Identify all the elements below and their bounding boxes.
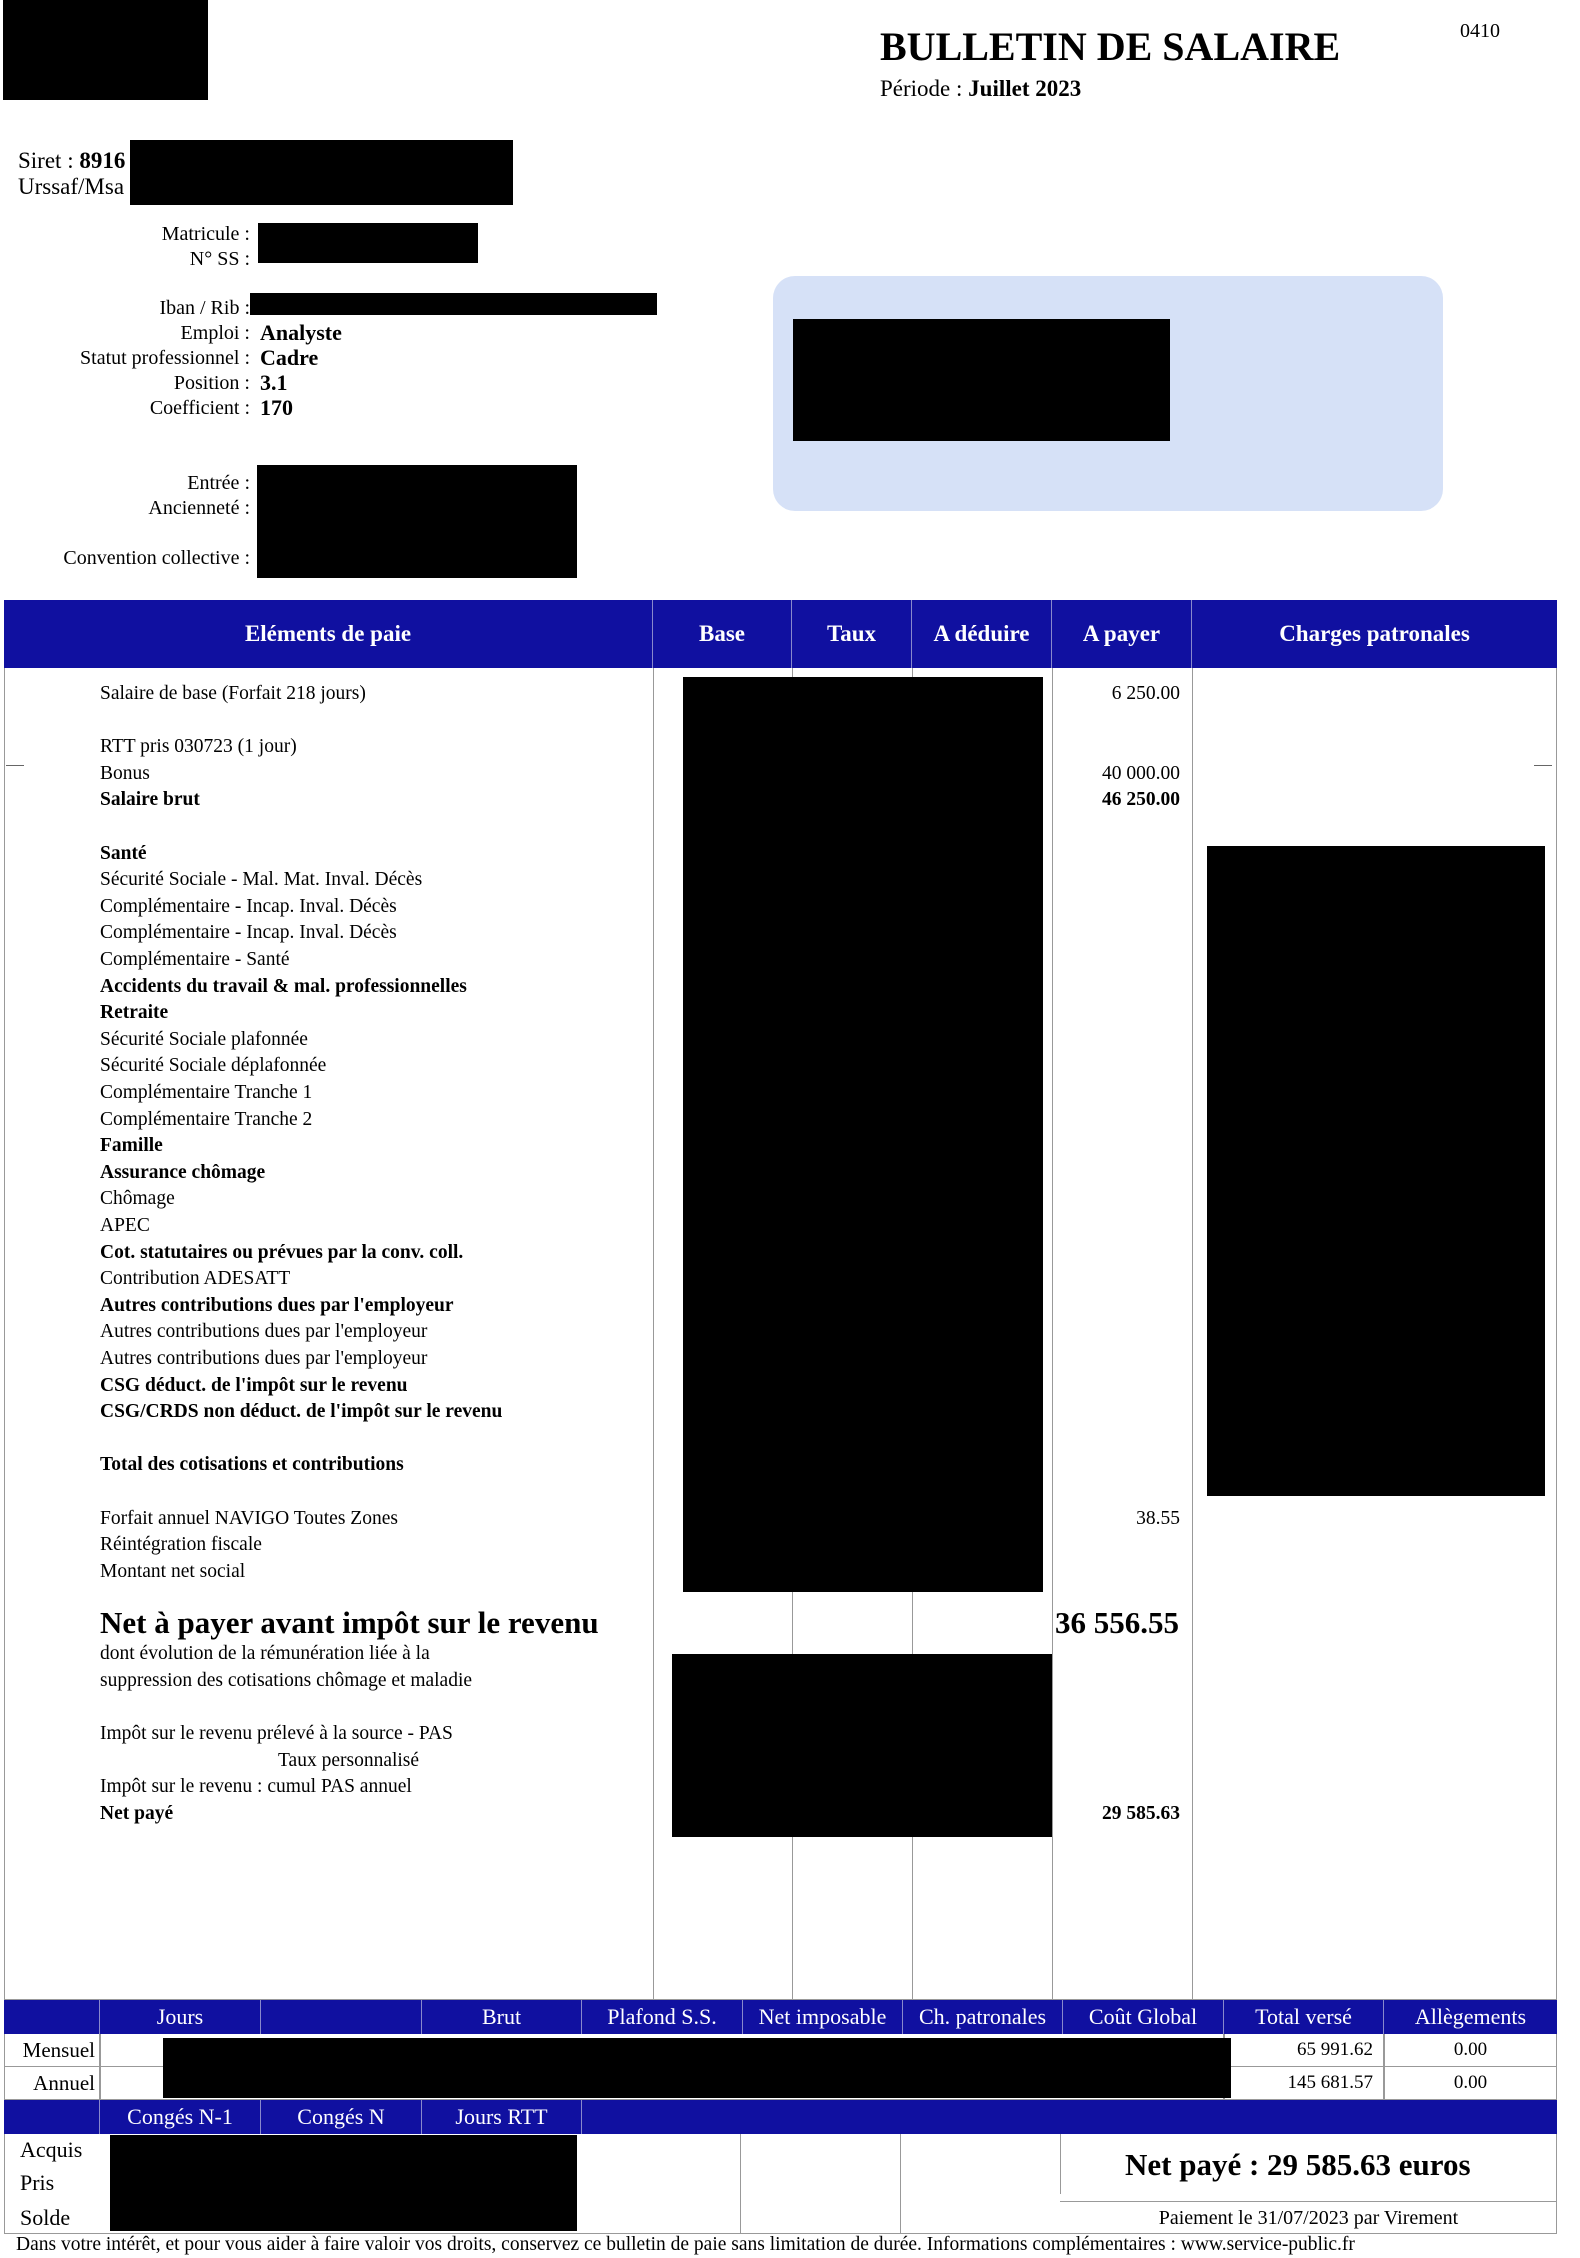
evolution-line: dont évolution de la rémunération liée à la [100, 1643, 430, 1664]
pay-line-label: Montant net social [100, 1560, 246, 1582]
redacted-summary [163, 2038, 1231, 2098]
pay-line-label: Salaire brut [100, 789, 200, 811]
coefficient-label: Coefficient : [149, 397, 250, 419]
pay-line-label: Cot. statutaires ou prévues par la conv. coll. [100, 1241, 464, 1263]
annuel-total-verse: 145 681.57 [1224, 2067, 1384, 2100]
urssaf-label: Urssaf/Msa [18, 174, 125, 199]
col-a-deduire: A déduire [912, 600, 1052, 668]
conges-col-n: Congés N [261, 2100, 422, 2134]
col-elements: Eléments de paie [4, 600, 653, 668]
pay-line-label: RTT pris 030723 (1 jour) [100, 736, 297, 758]
conges-divider [740, 2134, 741, 2234]
period-value: Juillet 2023 [968, 76, 1082, 101]
period-label: Période : [880, 76, 969, 101]
pay-line-label: Accidents du travail & mal. professionnelles [100, 975, 467, 997]
nss-label: N° SS : [189, 248, 250, 270]
annuel-allegements: 0.00 [1384, 2067, 1557, 2100]
evolution-line: suppression des cotisations chômage et maladie [100, 1670, 473, 1691]
col-a-payer: A payer [1052, 600, 1192, 668]
convention-label: Convention collective : [63, 547, 250, 569]
matricule-label: Matricule : [161, 223, 250, 245]
mensuel-allegements: 0.00 [1384, 2034, 1557, 2067]
address-box [773, 276, 1443, 511]
pay-line-label: Santé [100, 842, 147, 864]
pay-line-label: Salaire de base (Forfait 218 jours) [100, 683, 366, 704]
redacted-logo [3, 0, 208, 100]
pay-line-label: Autres contributions dues par l'employeur [100, 1294, 454, 1316]
page-code: 0410 [1460, 20, 1500, 42]
pay-line-label: Complémentaire - Incap. Inval. Décès [100, 895, 397, 917]
pay-line-label: Autres contributions dues par l'employeur [100, 1348, 428, 1369]
redacted-dates [257, 465, 577, 578]
iban-label: Iban / Rib : [159, 297, 250, 319]
taux-personnalise-label: Taux personnalisé [278, 1750, 420, 1771]
pay-line-label: Chômage [100, 1188, 175, 1210]
sum-col-allegements: Allègements [1414, 2004, 1527, 2029]
sum-col-plafond: Plafond S.S. [582, 2000, 743, 2034]
redacted-conges [110, 2135, 577, 2231]
pay-line-label: Total des cotisations et contributions [100, 1454, 404, 1476]
siret [18, 148, 125, 174]
pay-line-amount: 6 250.00 [1111, 683, 1180, 704]
anciennete-label: Ancienneté : [148, 497, 250, 519]
siret-label: Siret : [18, 148, 80, 173]
footer-notice: Dans votre intérêt, et pour vous aider à faire valoir vos droits, conservez ce bulletin de paie sans limitation de durée. Informations complémentaires : www.service-public.fr [16, 2234, 1355, 2255]
col-divider [1192, 668, 1193, 2000]
net-paye-big: Net payé : 29 585.63 euros [1125, 2147, 1471, 2182]
pay-line-label: Retraite [100, 1002, 169, 1024]
col-taux: Taux [792, 600, 912, 668]
net-before-tax-value: 36 556.55 [1055, 1605, 1179, 1640]
pay-line-label: Sécurité Sociale - Mal. Mat. Inval. Décès [100, 869, 423, 891]
pay-line-label: Sécurité Sociale déplafonnée [100, 1055, 327, 1077]
col-divider [653, 668, 654, 2000]
conges-solde-label: Solde [20, 2205, 71, 2230]
conges-empty [4, 2100, 100, 2134]
pay-line-label: Autres contributions dues par l'employeur [100, 1321, 428, 1343]
col-base: Base [653, 600, 792, 668]
position-label: Position : [173, 372, 250, 394]
redacted-iban [250, 293, 657, 315]
emploi-label: Emploi : [180, 322, 250, 344]
pay-line-label: Famille [100, 1135, 163, 1157]
period [880, 76, 1081, 102]
mensuel-label: Mensuel [4, 2034, 100, 2067]
pay-line-label: APEC [100, 1215, 150, 1236]
net-before-tax-label: Net à payer avant impôt sur le revenu [100, 1605, 599, 1640]
sum-col-ch-patronales: Ch. patronales [903, 2000, 1063, 2034]
redacted-charges [1207, 846, 1545, 1496]
col-charges: Charges patronales [1279, 621, 1470, 646]
conges-col-n1: Congés N-1 [100, 2100, 261, 2134]
pas-label: Impôt sur le revenu prélevé à la source - PAS [100, 1723, 453, 1744]
pay-line-label: CSG/CRDS non déduct. de l'impôt sur le revenu [100, 1401, 503, 1423]
net-paye-label: Net payé [100, 1803, 174, 1824]
sum-col-total-verse: Total versé [1224, 2000, 1384, 2034]
mensuel-total-verse: 65 991.62 [1224, 2034, 1384, 2067]
pay-line-amount: 46 250.00 [1102, 789, 1180, 811]
redacted-tax [672, 1654, 1052, 1837]
annuel-label: Annuel [4, 2067, 100, 2100]
summary-header [4, 2000, 1557, 2034]
sum-empty [4, 2000, 100, 2034]
sum-col-net-imposable: Net imposable [743, 2000, 903, 2034]
sum-col-jours: Jours [100, 2000, 261, 2034]
conges-col-rtt: Jours RTT [422, 2100, 582, 2134]
emploi-value: Analyste [260, 320, 342, 345]
cumul-pas-label: Impôt sur le revenu : cumul PAS annuel [100, 1776, 412, 1797]
redacted-base-taux [683, 677, 1043, 1592]
conges-header [4, 2100, 1557, 2134]
pay-line-label: Complémentaire - Incap. Inval. Décès [100, 922, 397, 944]
sum-col-brut: Brut [422, 2000, 582, 2034]
sum-col-blank [261, 2000, 422, 2034]
sum-col-cout-global: Coût Global [1063, 2000, 1224, 2034]
redacted-matricule [258, 223, 478, 263]
pay-line-label: Réintégration fiscale [100, 1534, 262, 1556]
statut-value: Cadre [260, 345, 319, 370]
pay-line-label: Complémentaire - Santé [100, 949, 290, 970]
payment-info: Paiement le 31/07/2023 par Virement [1060, 2201, 1557, 2234]
coefficient-value: 170 [260, 395, 293, 420]
conges-divider [1060, 2134, 1061, 2194]
conges-acquis-label: Acquis [20, 2137, 83, 2162]
pay-line-label: Complémentaire Tranche 2 [100, 1108, 313, 1130]
pay-line-label: Bonus [100, 762, 150, 784]
redacted-address [793, 319, 1170, 441]
pay-line-label: Sécurité Sociale plafonnée [100, 1028, 308, 1050]
entree-label: Entrée : [187, 472, 250, 494]
pay-line-label: Contribution ADESATT [100, 1268, 291, 1290]
fold-mark [6, 765, 24, 766]
pay-line-amount: 38.55 [1136, 1507, 1180, 1529]
statut-label: Statut professionnel : [80, 347, 250, 369]
siret-value: 8916 [79, 148, 126, 173]
net-paye-value: 29 585.63 [1102, 1803, 1180, 1824]
pay-line-label: Forfait annuel NAVIGO Toutes Zones [100, 1507, 398, 1529]
position-value: 3.1 [260, 370, 288, 395]
pay-line-amount: 40 000.00 [1102, 762, 1180, 784]
pay-line-label: Assurance chômage [100, 1161, 266, 1183]
redacted-employer [130, 140, 513, 205]
conges-pris-label: Pris [20, 2170, 55, 2195]
pay-table-header [4, 600, 1557, 668]
conges-divider [900, 2134, 901, 2234]
pay-line-label: CSG déduct. de l'impôt sur le revenu [100, 1374, 408, 1396]
fold-mark [1534, 765, 1552, 766]
page-title: BULLETIN DE SALAIRE [880, 24, 1341, 69]
pay-line-label: Complémentaire Tranche 1 [100, 1082, 313, 1103]
